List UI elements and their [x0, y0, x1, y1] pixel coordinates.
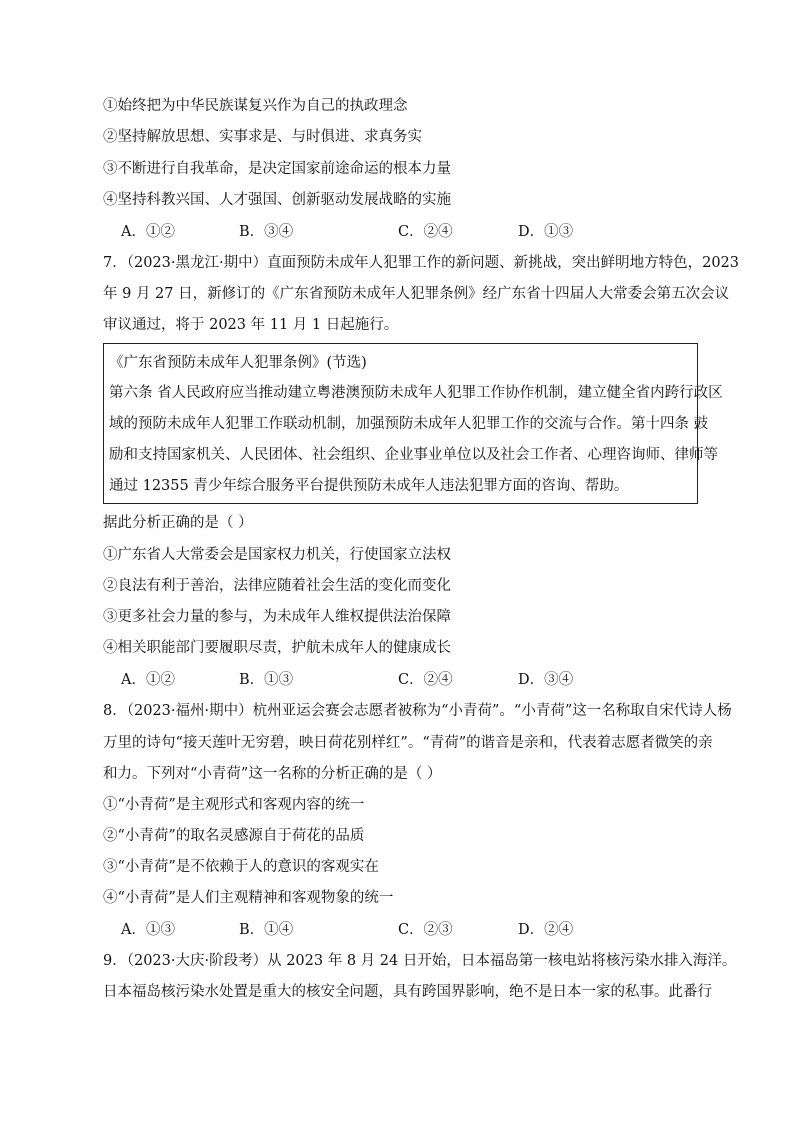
- q7-item-2: ②良法有利于善治，法律应随着社会生活的变化而变化: [103, 578, 451, 594]
- q6-item-1: ①始终把为中华民族谋复兴作为自己的执政理念: [103, 98, 408, 114]
- q7-excerpt-line-1: 第六条 省人民政府应当推动建立粤港澳预防未成年人犯罪工作协作机制，建立健全省内跨行政区: [109, 385, 723, 401]
- q8-stem-line-2: 万里的诗句“接天莲叶无穷碧，映日荷花别样红”。“青荷”的谐音是亲和，代表着志愿者微笑的亲: [103, 735, 713, 751]
- q7-item-3: ③更多社会力量的参与，为未成年人维权提供法治保障: [103, 609, 451, 625]
- q7-excerpt-title: 《广东省预防未成年人犯罪条例》(节选): [109, 355, 367, 371]
- q8-stem-line-3: 和力。下列对“小青荷”这一名称的分析正确的是（ ）: [103, 766, 442, 782]
- q8-option-d: D．②④: [518, 922, 574, 938]
- q7-options: [121, 670, 681, 690]
- q8-item-4: ④“小青荷”是人们主观精神和客观物象的统一: [103, 890, 394, 906]
- q7-option-a: A．①②: [121, 672, 175, 688]
- q8-item-3: ③“小青荷”是不依赖于人的意识的客观实在: [103, 859, 379, 875]
- q7-stem-line-2: 年 9 月 27 日，新修订的《广东省预防未成年人犯罪条例》经广东省十四届人大常委会第五次会议: [103, 286, 730, 302]
- q7-option-c: C．②④: [398, 672, 453, 688]
- q7-option-d: D．③④: [518, 672, 574, 688]
- q7-excerpt-line-4: 通过 12355 青少年综合服务平台提供预防未成年人违法犯罪方面的咨询、帮助。: [109, 478, 629, 494]
- q8-option-c: C．②③: [398, 922, 453, 938]
- q6-item-3: ③不断进行自我革命，是决定国家前途命运的根本力量: [103, 161, 451, 177]
- q8-options: [121, 920, 681, 940]
- q6-item-2: ②坚持解放思想、实事求是、与时俱进、求真务实: [103, 129, 422, 145]
- q7-option-b: B．①③: [239, 672, 294, 688]
- q7-item-4: ④相关职能部门要履职尽责，护航未成年人的健康成长: [103, 640, 451, 656]
- q8-stem-line-1: 8．（2023·福州·期中）杭州亚运会赛会志愿者被称为“小青荷”。“小青荷”这一名称取自宋代诗人杨: [103, 703, 732, 719]
- q6-option-b: B．③④: [239, 224, 294, 240]
- q6-option-a: A．①②: [121, 224, 175, 240]
- q6-option-d: D．①③: [518, 224, 574, 240]
- q8-option-b: B．①④: [239, 922, 294, 938]
- q7-excerpt-line-2: 域的预防未成年人犯罪工作联动机制，加强预防未成年人犯罪工作的交流与合作。第十四条 鼓: [109, 416, 709, 432]
- q6-options: [121, 222, 681, 242]
- q8-option-a: A．①③: [121, 922, 175, 938]
- q6-option-c: C．②④: [398, 224, 453, 240]
- q8-item-2: ②“小青荷”的取名灵感源自于荷花的品质: [103, 828, 365, 844]
- q7-stem-line-3: 审议通过，将于 2023 年 11 月 1 日起施行。: [103, 317, 399, 333]
- q6-item-4: ④坚持科教兴国、人才强国、创新驱动发展战略的实施: [103, 192, 451, 208]
- q7-excerpt-box: [103, 343, 723, 504]
- q7-excerpt-line-3: 励和支持国家机关、人民团体、社会组织、企业事业单位以及社会工作者、心理咨询师、律师等: [109, 447, 718, 463]
- q7-item-1: ①广东省人大常委会是国家权力机关，行使国家立法权: [103, 547, 451, 563]
- q9-stem-line-2: 日本福岛核污染水处置是重大的核安全问题，具有跨国界影响，绝不是日本一家的私事。此番行: [103, 984, 712, 1000]
- q9-stem-line-1: 9．（2023·大庆·阶段考）从 2023 年 8 月 24 日开始，日本福岛第一核电站将核污染水排入海洋。: [103, 953, 737, 969]
- q8-item-1: ①“小青荷”是主观形式和客观内容的统一: [103, 797, 365, 813]
- q7-stem-line-1: 7．（2023·黑龙江·期中）直面预防未成年人犯罪工作的新问题、新挑战，突出鲜明地方特色，2023: [103, 255, 739, 271]
- q7-prompt: 据此分析正确的是（ ）: [103, 515, 253, 531]
